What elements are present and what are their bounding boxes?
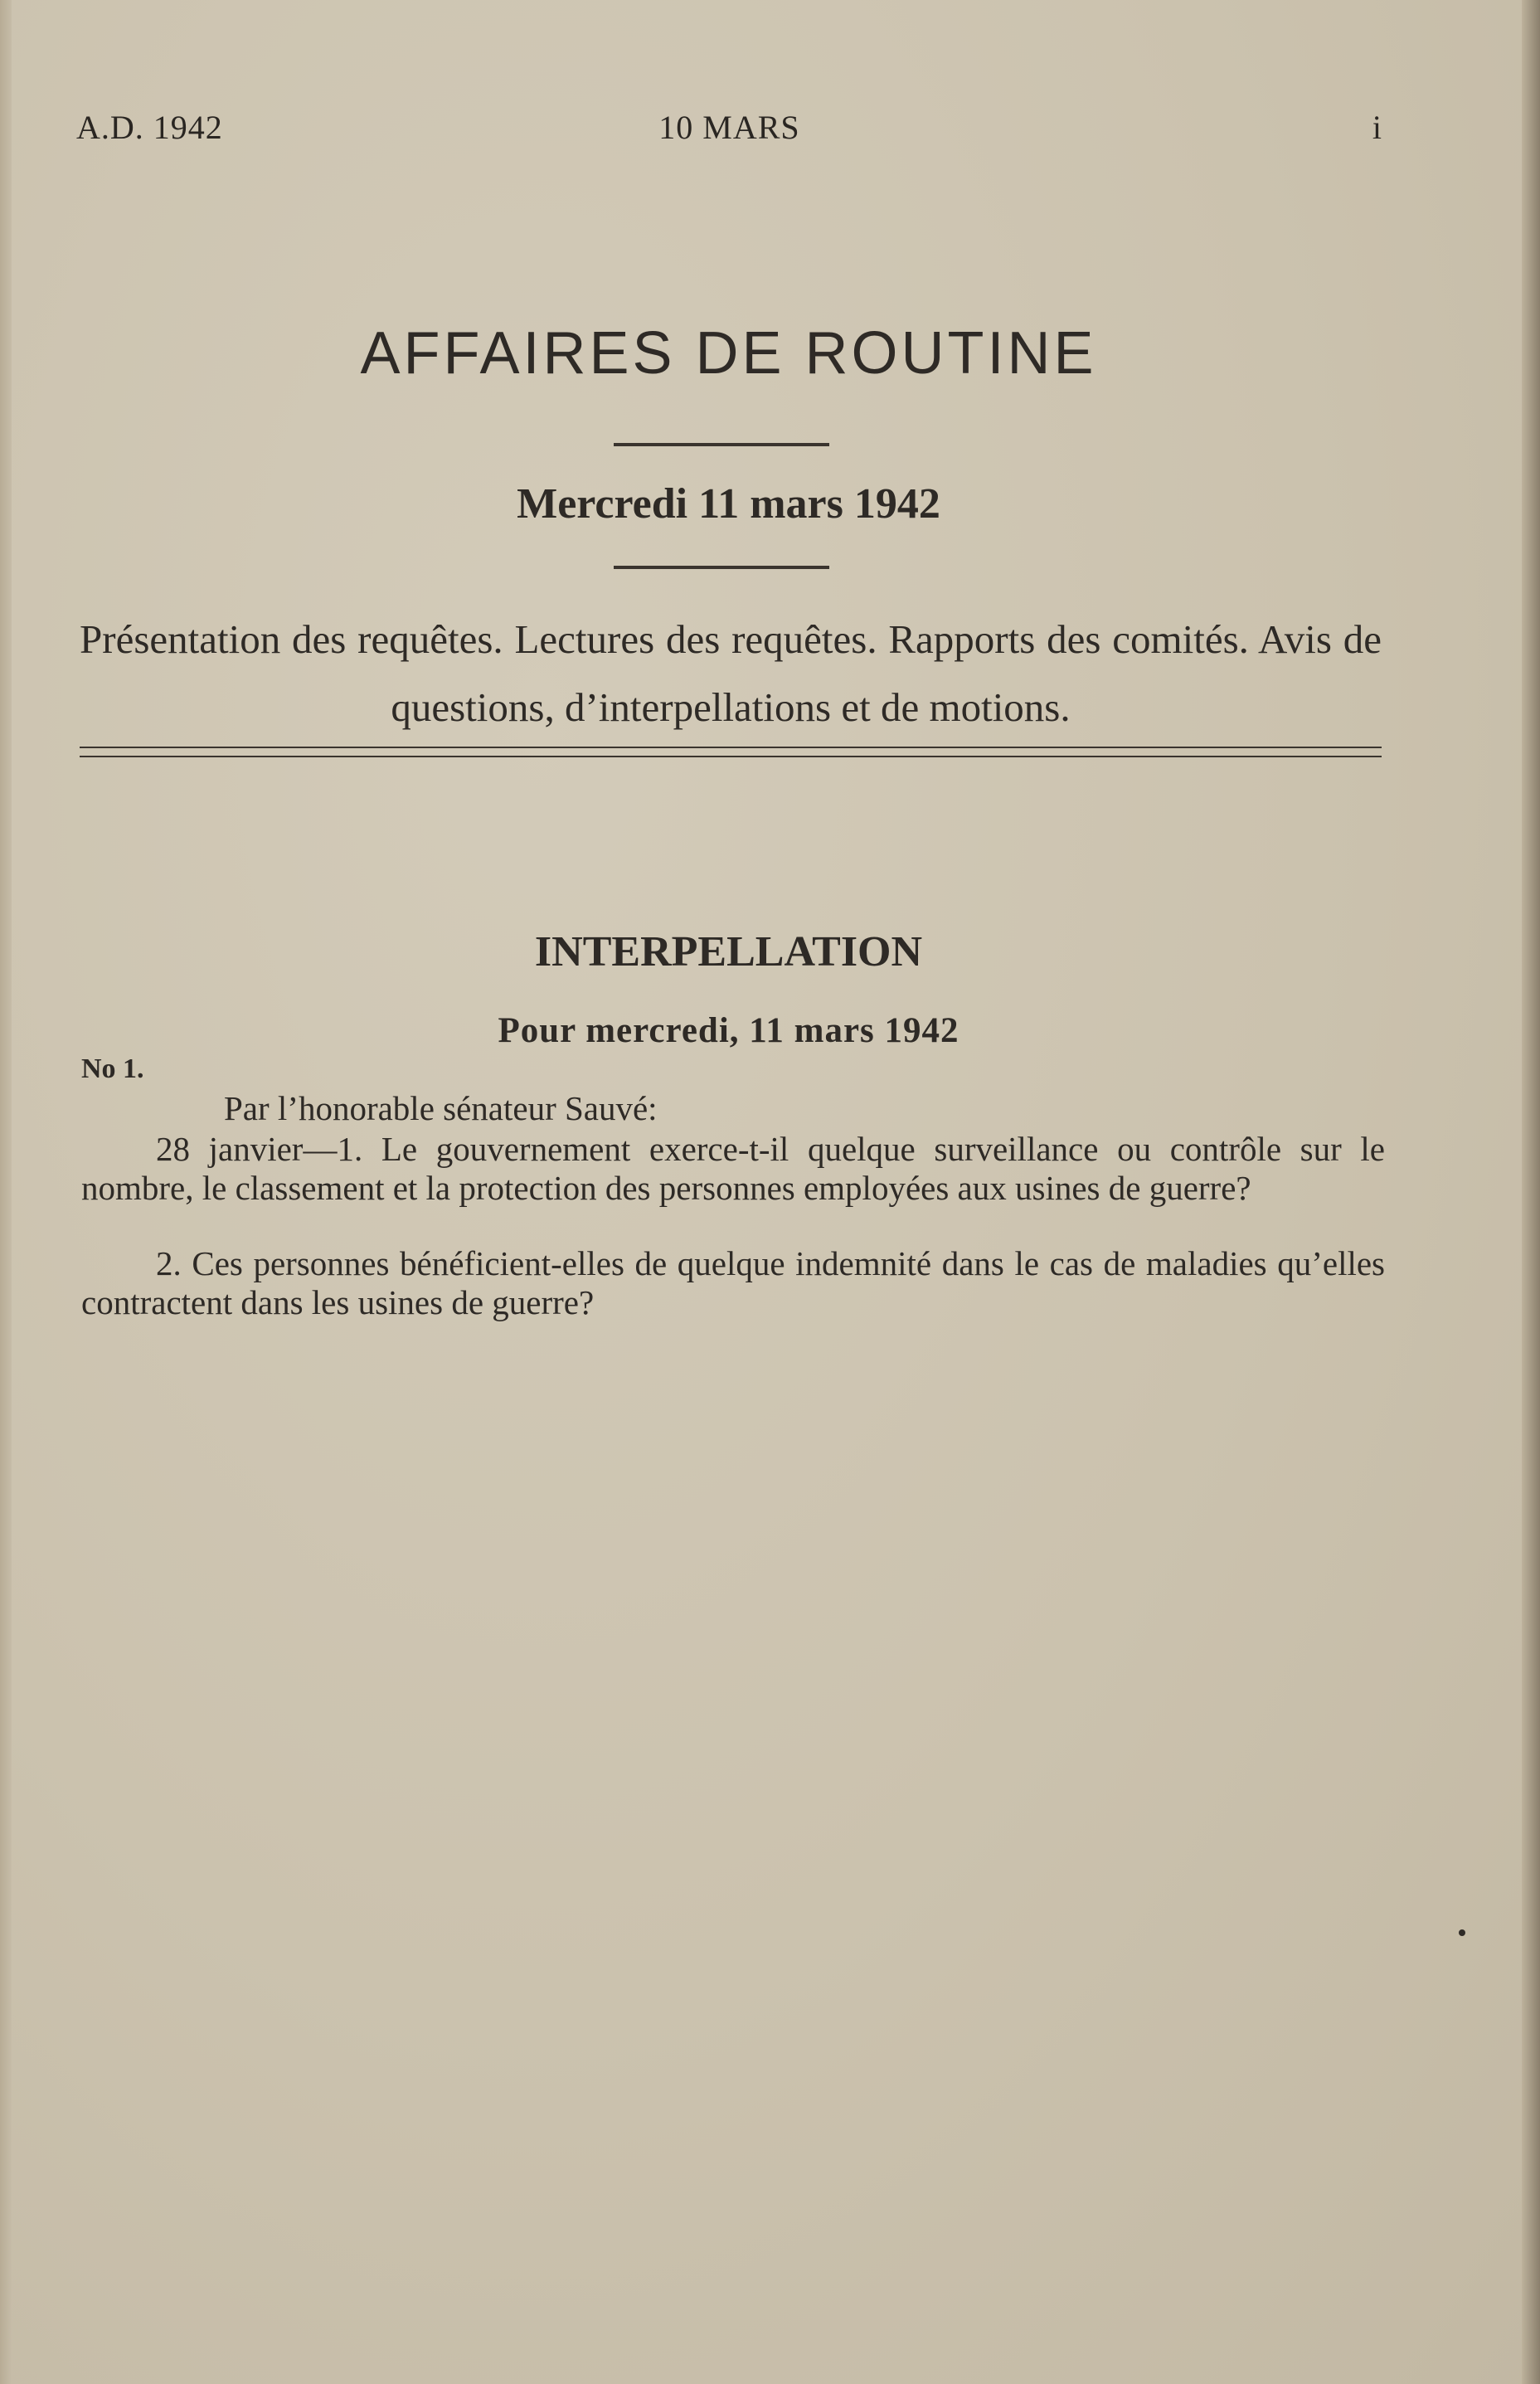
header-date: 10 MARS <box>658 109 800 146</box>
page-edge-right <box>1522 0 1540 2384</box>
title-rule-top <box>614 443 829 446</box>
section-subtitle: Pour mercredi, 11 mars 1942 <box>498 1011 959 1050</box>
section-double-rule <box>80 747 1382 757</box>
page-number: i <box>1372 109 1382 146</box>
page-title: AFFAIRES DE ROUTINE <box>360 320 1097 387</box>
question-paragraph-2: 2. Ces personnes bénéficient-elles de quelque indemnité dans le cas de maladies qu’elles contractent dans les usines de guerre? <box>81 1244 1385 1321</box>
sponsor-line: Par l’honorable sénateur Sauvé: <box>224 1089 658 1127</box>
header-year: A.D. 1942 <box>76 109 223 146</box>
question-paragraph-1: 28 janvier—1. Le gouvernement exerce-t-il quelque surveillance ou contrôle sur le nombre, le classement et la protection des personnes employées aux usines de guerre? <box>81 1130 1385 1207</box>
running-header <box>76 108 1382 158</box>
routine-business-text: Présentation des requêtes. Lectures des requêtes. Rapports des comités. Avis de questions, d’interpellations et de motions. <box>80 616 1382 730</box>
section-title: INTERPELLATION <box>534 928 923 975</box>
item-number: No 1. <box>81 1053 144 1084</box>
paper-speck <box>1459 1929 1465 1936</box>
title-rule-bottom <box>614 566 829 569</box>
sitting-date: Mercredi 11 mars 1942 <box>517 480 940 528</box>
